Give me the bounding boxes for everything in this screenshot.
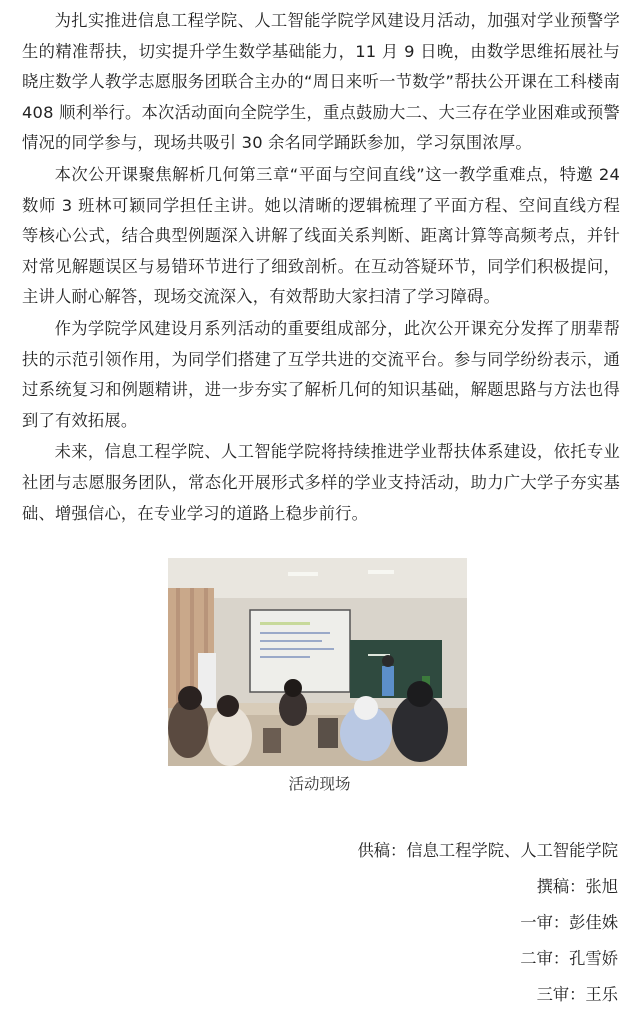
article-paragraph-1: 为扎实推进信息工程学院、人工智能学院学风建设月活动，加强对学业预警学生的精准帮扶，切实提升学生数学基础能力，11 月 9 日晚，由数学思维拓展社与晓庄数学人教学志愿服务团联合主办的“周日来听一节数学”帮扶公开课在工科楼南 408 顺利举行。本次活动面向全院学生，重点鼓励大二、大三存在学业困难或预警情况的同学参与，现场共吸引 30 余名同学踊跃参加，学习氛围浓厚。 xyxy=(22,11,620,153)
event-photo xyxy=(168,558,467,766)
article-paragraph-2: 本次公开课聚焦解析几何第三章“平面与空间直线”这一教学重难点，特邀 24 数师 3 班林可颖同学担任主讲。她以清晰的逻辑梳理了平面方程、空间直线方程等核心公式，结合典型例题深入讲解了线面关系判断、距离计算等高频考点，并针对常见解题误区与易错环节进行了细致剖析。在互动答疑环节，同学们积极提问，主讲人耐心解答，现场交流深入，有效帮助大家扫清了学习障碍。 xyxy=(22,164,620,307)
article-paragraph-3: 作为学院学风建设月系列活动的重要组成部分，此次公开课充分发挥了朋辈帮扶的示范引领作用，为同学们搭建了互学共进的交流平台。参与同学纷纷表示，通过系统复习和例题精讲，进一步夯实了解析几何的知识基础，解题思路与方法也得到了有效拓展。 xyxy=(22,318,620,430)
classroom-photo-illustration xyxy=(168,558,467,766)
credit-review-2: 二审：孔雪娇 xyxy=(520,949,618,968)
credit-review-1: 一审：彭佳姝 xyxy=(520,913,618,932)
article-body xyxy=(22,6,620,530)
credit-source: 供稿：信息工程学院、人工智能学院 xyxy=(357,841,618,860)
credit-review-3: 三审：王乐 xyxy=(536,985,618,1004)
photo-caption: 活动现场 xyxy=(288,775,351,793)
credits-block xyxy=(357,836,618,1016)
credit-writer: 撰稿：张旭 xyxy=(536,877,618,896)
article-paragraph-4: 未来，信息工程学院、人工智能学院将持续推进学业帮扶体系建设，依托专业社团与志愿服务团队，常态化开展形式多样的学业支持活动，助力广大学子夯实基础、增强信心，在专业学习的道路上稳步前行。 xyxy=(22,442,620,523)
